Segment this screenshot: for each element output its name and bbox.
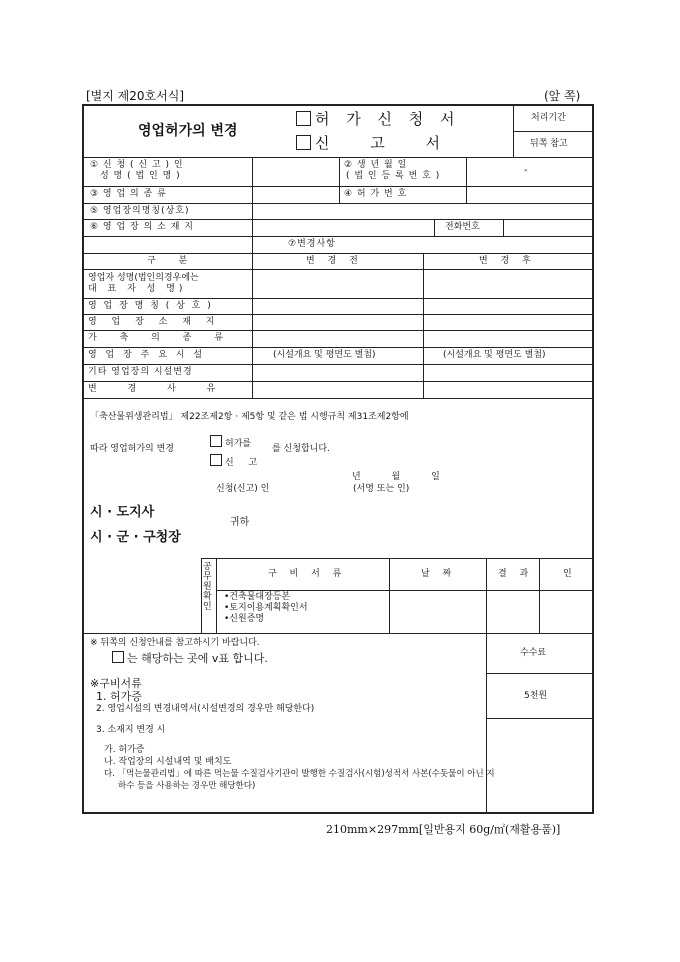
change-before-input[interactable]	[254, 271, 422, 297]
honorific: 귀하	[230, 517, 250, 528]
checkbox-icon[interactable]	[296, 111, 311, 126]
change-row-label: 영업자 성명(법인의경우에는	[88, 273, 199, 283]
applicant-name-input[interactable]	[254, 159, 338, 185]
facility-before-note: (시설개요 및 평면도 별첨)	[273, 350, 376, 360]
column-seal: 인	[563, 569, 572, 579]
processing-period-label: 처리기간	[531, 113, 566, 123]
document-item: •토지이용계획확인서	[224, 603, 308, 613]
change-row-label: 가 축 의 종 류	[88, 333, 233, 343]
applicant-name-label-2: 성 명 ( 법 인 명 )	[100, 171, 181, 181]
column-documents: 구 비 서 류	[268, 569, 347, 579]
date-line: 년 월 일	[352, 472, 440, 482]
signature-label: (서명 또는 인)	[353, 484, 410, 494]
form-title: 영업허가의 변경	[138, 123, 238, 139]
facility-after-note: (시설개요 및 평면도 별첨)	[443, 350, 546, 360]
declaration-prefix: 따라 영업허가의 변경	[90, 444, 174, 454]
change-after-input[interactable]	[425, 316, 592, 329]
change-before-input[interactable]	[254, 300, 422, 313]
change-row-label: 기타 영업장의 시설변경	[88, 367, 193, 377]
permit-number-label: ④ 허 가 번 호	[344, 189, 408, 199]
checkbox-icon	[112, 651, 124, 663]
document-item: •건축물대장등본	[224, 592, 291, 602]
required-doc-item: 2. 영업시설의 변경내역서(시설변경의 경우만 해당한다)	[96, 704, 315, 714]
change-row-label: 영 업 장 명 칭 ( 상 호 )	[88, 301, 213, 311]
column-date: 날 짜	[421, 569, 457, 579]
fee-value: 5천원	[524, 691, 548, 701]
option-permit-application[interactable]: 허 가 신 청 서	[296, 110, 461, 128]
paper-spec: 210mm×297mm[일반용지 60g/㎡(재활용품)]	[326, 823, 561, 836]
permit-number-input[interactable]	[468, 188, 592, 202]
change-reason-input[interactable]	[254, 383, 592, 397]
business-name-input[interactable]	[254, 205, 592, 218]
birth-date-label-2: ( 법 인 등 록 번 호 )	[346, 171, 441, 181]
applicant-sign-label: 신청(신고) 인	[216, 484, 270, 494]
change-row-label: 영 업 장 주 요 시 설	[88, 350, 206, 360]
recipient-mayor: 시 · 군 · 구청장	[90, 530, 181, 545]
business-type-input[interactable]	[254, 188, 338, 202]
change-before-input[interactable]	[254, 332, 422, 346]
law-reference: 「축산물위생관리법」 제22조제2항 · 제5항 및 같은 법 시행규칙 제31조제2항에	[90, 412, 409, 422]
form-number: [별지 제20호서식]	[86, 89, 184, 103]
change-before-input[interactable]	[254, 366, 422, 380]
option-permit[interactable]: 허가를	[210, 435, 251, 450]
processing-period-value: 뒤쪽 참고	[530, 139, 568, 149]
change-after-input[interactable]	[425, 300, 592, 313]
birth-date-input[interactable]: -	[524, 165, 528, 176]
document-item: •신원증명	[224, 614, 265, 624]
fee-label: 수수료	[520, 648, 547, 658]
column-result: 결 과	[498, 569, 534, 579]
checkbox-icon[interactable]	[210, 435, 222, 447]
business-address-label: ⑥ 영 업 장 의 소 재 지	[90, 222, 194, 232]
phone-label: 전화번호	[445, 222, 480, 232]
recipient-governor: 시 · 도지사	[90, 505, 155, 520]
business-name-label: ⑤ 영업장의명칭(상호)	[90, 206, 190, 216]
change-row-label-2: 대 표 자 성 명)	[88, 284, 187, 294]
column-category: 구 분	[147, 256, 198, 266]
required-doc-item: 3. 소재지 변경 시	[96, 725, 166, 735]
note-refer-back: ※ 뒤쪽의 신청안내를 참고하시기 바랍니다.	[90, 638, 260, 648]
change-after-input[interactable]	[425, 366, 592, 380]
applicant-name-label: ① 신 청 ( 신 고 ) 인	[90, 160, 184, 170]
checkbox-icon[interactable]	[210, 454, 222, 466]
column-after: 변 경 후	[479, 256, 536, 266]
changes-section-title: ⑦변경사항	[288, 239, 336, 249]
option-report[interactable]: 신 고 서	[296, 134, 440, 152]
required-docs-title: ※구비서류	[90, 677, 142, 690]
option-report-declaration[interactable]: 신 고	[210, 454, 263, 469]
change-after-input[interactable]	[425, 332, 592, 346]
change-before-input[interactable]	[254, 316, 422, 329]
page-side-label: (앞 쪽)	[544, 89, 581, 103]
official-check-label: 공무원확인	[203, 562, 212, 612]
column-before: 변 경 전	[306, 256, 363, 266]
change-after-input[interactable]	[425, 271, 592, 297]
required-doc-subitem: 가. 허가증	[104, 745, 145, 755]
change-row-label: 변 경 사 유	[88, 384, 230, 394]
checkbox-icon[interactable]	[296, 135, 311, 150]
note-checkmark: 는 해당하는 곳에 v표 합니다.	[112, 651, 268, 665]
declaration-suffix: 를 신청합니다.	[272, 444, 330, 454]
required-doc-item: 1. 허가증	[96, 690, 142, 703]
business-type-label: ③ 영 업 의 종 류	[90, 189, 167, 199]
required-doc-subitem: 다. 「먹는물관리법」에 따른 먹는물 수질검사기관이 발행한 수질검사(시험)성적서 사본(수돗물이 아닌 지	[104, 769, 495, 779]
change-row-label: 영 업 장 소 재 지	[88, 317, 221, 327]
required-doc-subitem: 하수 등을 사용하는 경우만 해당한다)	[118, 781, 256, 791]
phone-input[interactable]	[505, 221, 592, 235]
business-address-input[interactable]	[254, 221, 432, 235]
required-doc-subitem: 나. 작업장의 시설내역 및 배치도	[104, 757, 232, 767]
birth-date-label: ② 생 년 월 일	[344, 160, 408, 170]
